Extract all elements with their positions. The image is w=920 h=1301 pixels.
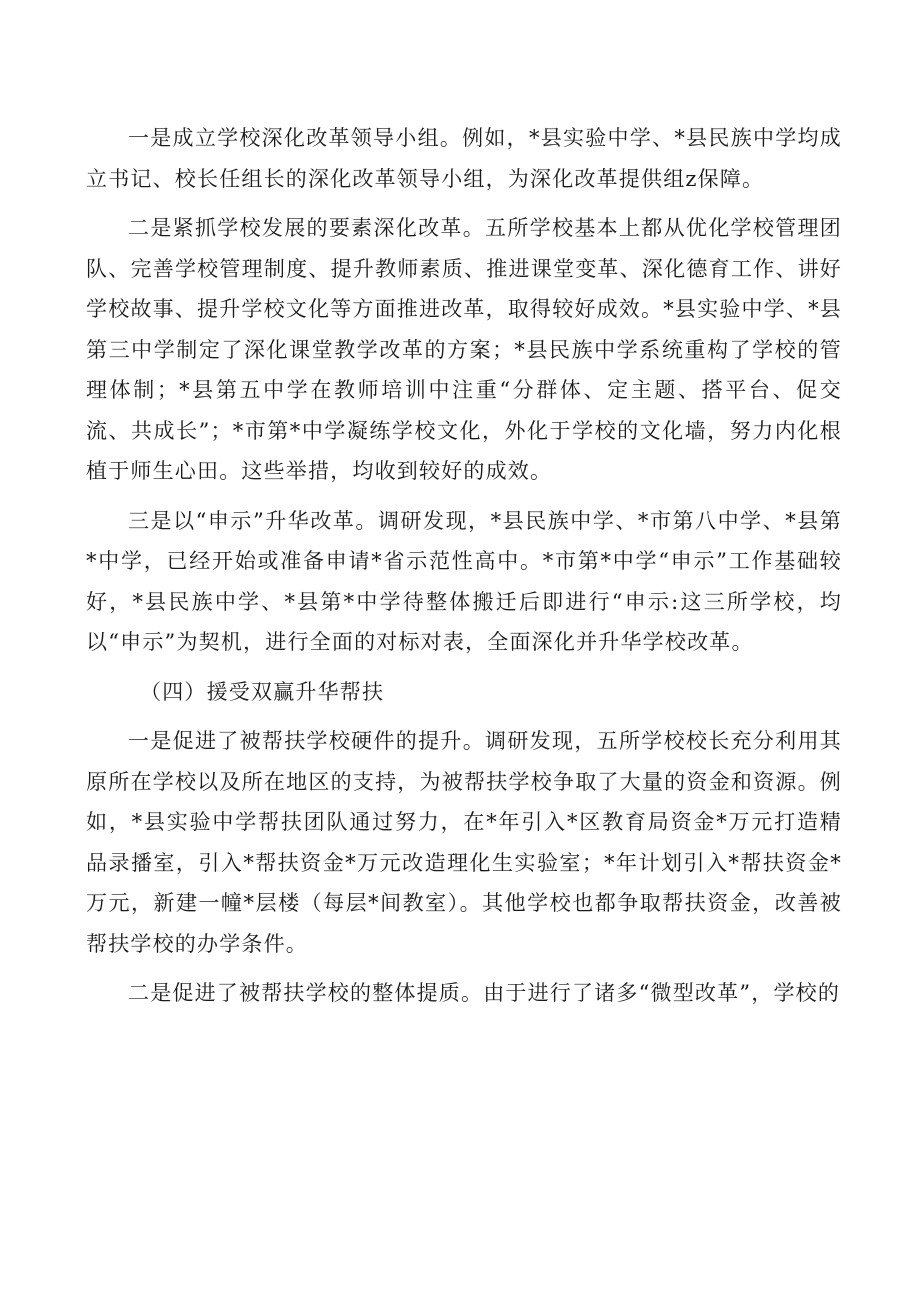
section-heading: （四）援受双赢升华帮扶 <box>140 679 385 704</box>
paragraph-leadership-group: 一是成立学校深化改革领导小组。例如，*县实验中学、*县民族中学均成立书记、校长任组长的深化改革领导小组，为深化改革提供组z保障。 <box>86 126 842 191</box>
document-body <box>86 118 842 1023</box>
paragraph-element-reform: 二是紧抓学校发展的要素深化改革。五所学校基本上都从优化学校管理团队、完善学校管理制度、提升教师素质、推进课堂变革、深化德育工作、讲好学校故事、提升学校文化等方面推进改革，取得较好成效。*县实验中学、*县第三中学制定了深化课堂教学改革的方案；*县民族中学系统重构了学校的管理体制；*县第五中学在教师培训中注重“分群体、定主题、搭平台、促交流、共成长”；*市第*中学凝练学校文化，外化于学校的文化墙，努力内化根植于师生心田。这些举措，均收到较好的成效。 <box>86 216 842 483</box>
paragraph-hardware-improvement: 一是促进了被帮扶学校硬件的提升。调研发现，五所学校校长充分利用其原所在学校以及所在地区的支持，为被帮扶学校争取了大量的资金和资源。例如，*县实验中学帮扶团队通过努力，在*年引入*区教育局资金*万元打造精品录播室，引入*帮扶资金*万元改造理化生实验室；*年计划引入*帮扶资金*万元，新建一幢*层楼（每层*间教室）。其他学校也都争取帮扶资金，改善被帮扶学校的办学条件。 <box>86 729 842 956</box>
paragraph-overall-quality: 二是促进了被帮扶学校的整体提质。由于进行了诸多“微型改革”，学校的 <box>128 981 841 1005</box>
paragraph-demonstration-reform: 三是以“申示”升华改革。调研发现，*县民族中学、*市第八中学、*县第*中学，已经开始或准备申请*省示范性高中。*市第*中学“申示”工作基础较好，*县民族中学、*县第*中学待整体搬迁后即进行“申示:这三所学校，均以“申示”为契机，进行全面的对标对表，全面深化并升华学校改革。 <box>86 508 842 654</box>
